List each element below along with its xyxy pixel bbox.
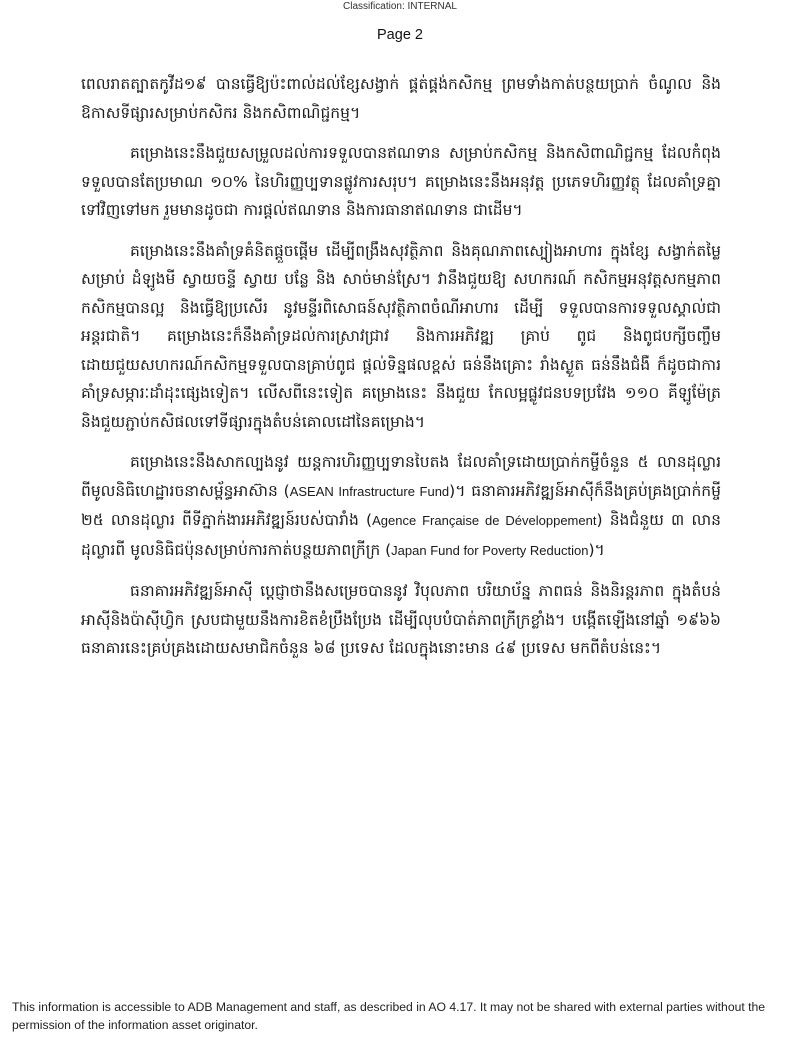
asean-fund-name: ASEAN Infrastructure Fund: [289, 483, 450, 499]
paragraph-4-part-c: )។ ធនាគារអភិវឌ្ឍន៍អាស៊ីក៏នឹងគ្រប់គ្រងប្រាក់កម្ចី ២៥ លានដុល្លារ ពីទីភ្នាក់ងារអភិវឌ្ឍន៍របស់បារាំង (: [81, 481, 721, 529]
footer-notice: This information is accessible to ADB Management and staff, as described in AO 4.17. It may not be shared with external parties without the permission of the information asset originator.: [12, 1000, 766, 1032]
paragraph-3: គម្រោងនេះនឹងគាំទ្រគំនិតផ្តួចផ្តើម ដើម្បីពង្រឹងសុវត្ថិភាព និងគុណភាពស្បៀងអាហារ ក្នុងខ្សែ សង្វាក់តម្លៃសម្រាប់ ដំឡូងមី ស្វាយចន្ទី ស្វាយ បន្លែ និង សាច់មាន់ស្រែ។ វានឹងជួយឱ្យ សហករណ៍ កសិកម្មអនុវត្តសកម្មភាពកសិកម្មបានល្អ និងធ្វើឱ្យប្រសើរ នូវមន្ទីរពិសោធន៍សុវត្ថិភាពចំណីអាហារ ដើម្បី ទទួលបានការទទួលស្គាល់ជាអន្តរជាតិ។ គម្រោងនេះក៏នឹងគាំទ្រដល់ការស្រាវជ្រាវ និងការអភិវឌ្ឍ គ្រាប់ ពូជ និងពូជបក្សីចញ្ចឹម ដោយជួយសហករណ៍កសិកម្មទទួលបានគ្រាប់ពូជ ផ្តល់ទិន្នផលខ្ពស់ ធន់នឹងគ្រោះ រាំងស្ងួត ធន់នឹងជំងឺ ក៏ដូចជាការគាំទ្រសម្ភារៈដាំដុះផ្សេងទៀត។ លើសពីនេះទៀត គម្រោងនេះ នឹងជួយ កែលម្អផ្លូវជនបទប្រវែង ១១០ គីឡូម៉ែត្រ និងជួយភ្ជាប់កសិផលទៅទីផ្សារក្នុងតំបន់គោលដៅនៃគម្រោង។: [81, 241, 721, 431]
afd-name: Agence Française de Développement: [372, 513, 597, 528]
paragraph-4-part-a: គម្រោងនេះនឹងសាកល្បងនូវ យន្តការហិរញ្ញប្បទានបៃតង ដែលគាំទ្រដោយប្រាក់កម្ចីចំនួន ៥ លានដុល្លារ ពីមូលនិធិហេដ្ឋារចនាសម្ព័ន្ធអាស៊ាន (: [81, 453, 721, 500]
paragraph-5: ធនាគារអភិវឌ្ឍន៍អាស៊ី ប្តេជ្ញាថានឹងសម្រេចបាននូវ វិបុលភាព បរិយាប័ន្ន ភាពធន់ និងនិរន្តរភាព ក្នុងតំបន់អាស៊ីនិងប៉ាស៊ីហ្វិក ស្របជាមួយនឹងការខិតខំប្រឹងប្រែង ដើម្បីលុបបំបាត់ភាពក្រីក្រខ្លាំង។ បង្កើតឡើងនៅឆ្នាំ ១៩៦៦ ធនាគារនេះគ្រប់គ្រងដោយសមាជិកចំនួន ៦៨ ប្រទេស ដែលក្នុងនោះមាន ៤៩ ប្រទេស មកពីតំបន់នេះ។: [81, 582, 721, 657]
document-body: [81, 70, 721, 675]
page-number: Page 2: [377, 27, 423, 43]
classification-label: Classification: INTERNAL: [343, 1, 457, 12]
paragraph-4-part-e: ) និងជំនួយ ៣ លានដុល្លារពី មូលនិធិជប៉ុនសម្រាប់ការកាត់បន្ថយភាពក្រីក្រ (: [81, 511, 721, 559]
paragraph-1: ពេលរាតត្បាតកូវីដ១៩ បានធ្វើឱ្យប៉ះពាល់ដល់ខ្សែសង្វាក់ ផ្គត់ផ្គង់កសិកម្ម ព្រមទាំងកាត់បន្ថយប្រាក់ ចំណូល និងឱកាសទីផ្សារសម្រាប់កសិករ និងកសិពាណិជ្ជកម្ម។: [81, 75, 721, 122]
paragraph-4-part-g: )។: [588, 540, 605, 559]
jfpr-name: Japan Fund for Poverty Reduction: [391, 542, 589, 558]
paragraph-2: គម្រោងនេះនឹងជួយសម្រួលដល់ការទទួលបានឥណទាន សម្រាប់កសិកម្ម និងកសិពាណិជ្ជកម្ម ដែលកំពុងទទួលបានតែប្រមាណ ១០% នៃហិរញ្ញប្បទានផ្លូវការសរុប។ គម្រោងនេះនឹងអនុវត្ត ប្រភេទហិរញ្ញវត្ថុ ដែលគាំទ្រគ្នាទៅវិញទៅមក រួមមានដូចជា ការផ្តល់ឥណទាន និងការធានាឥណទាន ជាដើម។: [81, 144, 721, 219]
paragraph-4: [81, 448, 721, 565]
